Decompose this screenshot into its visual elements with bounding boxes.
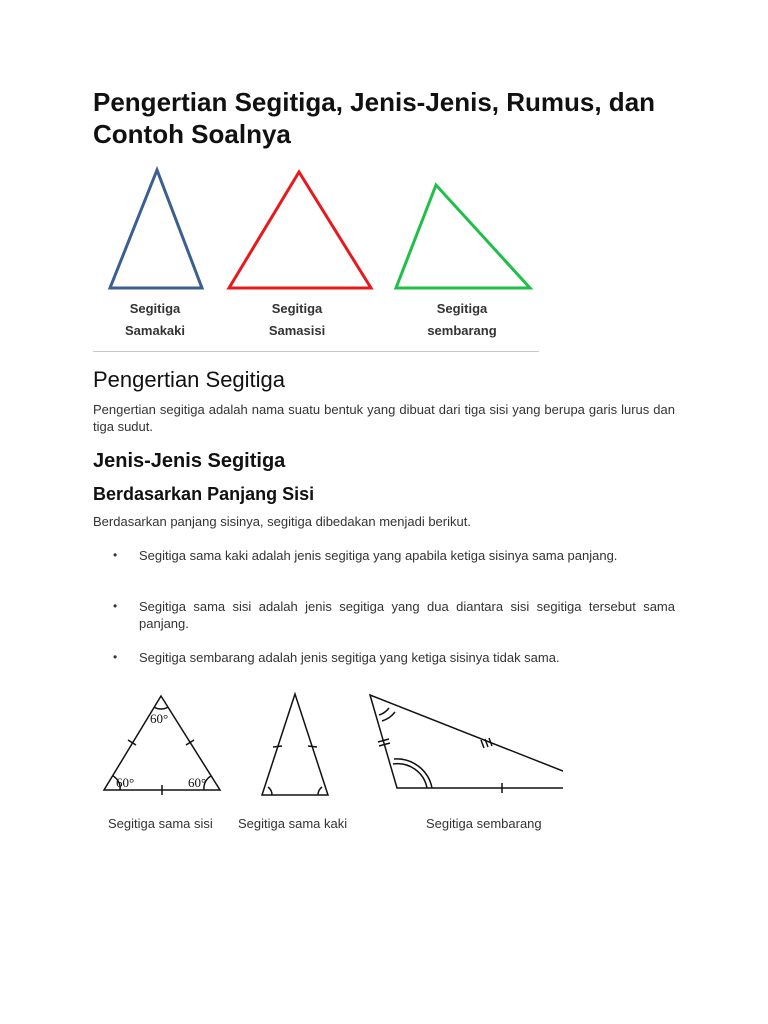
label-isosceles-line1: Segitiga (129, 301, 181, 316)
equilateral-triangle (229, 172, 371, 288)
angle-top-label: 60° (150, 711, 169, 726)
subheading-by-side-length: Berdasarkan Panjang Sisi (93, 484, 315, 504)
caption-isosceles: Segitiga sama kaki (238, 816, 348, 831)
definition-paragraph: Pengertian segitiga adalah nama suatu bentuk yang dibuat dari tiga sisi yang berupa garis lurus dan tiga sudut. (93, 402, 675, 434)
scalene-diagram (370, 695, 563, 793)
horizontal-divider (93, 351, 539, 352)
bullet-item-isosceles: Segitiga sama kaki adalah jenis segitiga yang apabila ketiga sisinya sama panjang. (139, 548, 618, 563)
scalene-triangle (396, 185, 530, 288)
caption-scalene: Segitiga sembarang (426, 816, 542, 831)
label-scalene-line2: sembarang (427, 323, 497, 338)
page-title: Pengertian Segitiga, Jenis-Jenis, Rumus, dan Contoh Soalnya (93, 87, 656, 149)
angle-right-label: 60° (188, 775, 207, 790)
label-scalene-line1: Segitiga (436, 301, 488, 316)
label-equilateral-line2: Samasisi (268, 323, 326, 338)
section-heading-definition: Pengertian Segitiga (93, 367, 286, 392)
bullet-item-equilateral: Segitiga sama sisi adalah jenis segitiga yang dua diantara sisi segitiga tersebut sama panjang. (139, 599, 675, 631)
bullet-marker: • (113, 650, 118, 664)
section-heading-types: Jenis-Jenis Segitiga (93, 450, 286, 472)
isosceles-triangle (110, 170, 202, 288)
angle-left-label: 60° (116, 775, 135, 790)
triangle-diagram-figure (93, 688, 563, 838)
bullet-item-scalene: Segitiga sembarang adalah jenis segitiga yang ketiga sisinya tidak sama. (139, 650, 560, 665)
label-equilateral-line1: Segitiga (271, 301, 323, 316)
caption-equilateral: Segitiga sama sisi (108, 816, 213, 831)
bullet-marker: • (113, 548, 118, 562)
intro-paragraph: Berdasarkan panjang sisinya, segitiga dibedakan menjadi berikut. (93, 514, 471, 529)
isosceles-diagram (262, 694, 328, 795)
triangle-types-figure (93, 160, 539, 350)
bullet-marker: • (113, 599, 118, 613)
label-isosceles-line2: Samakaki (125, 323, 185, 338)
